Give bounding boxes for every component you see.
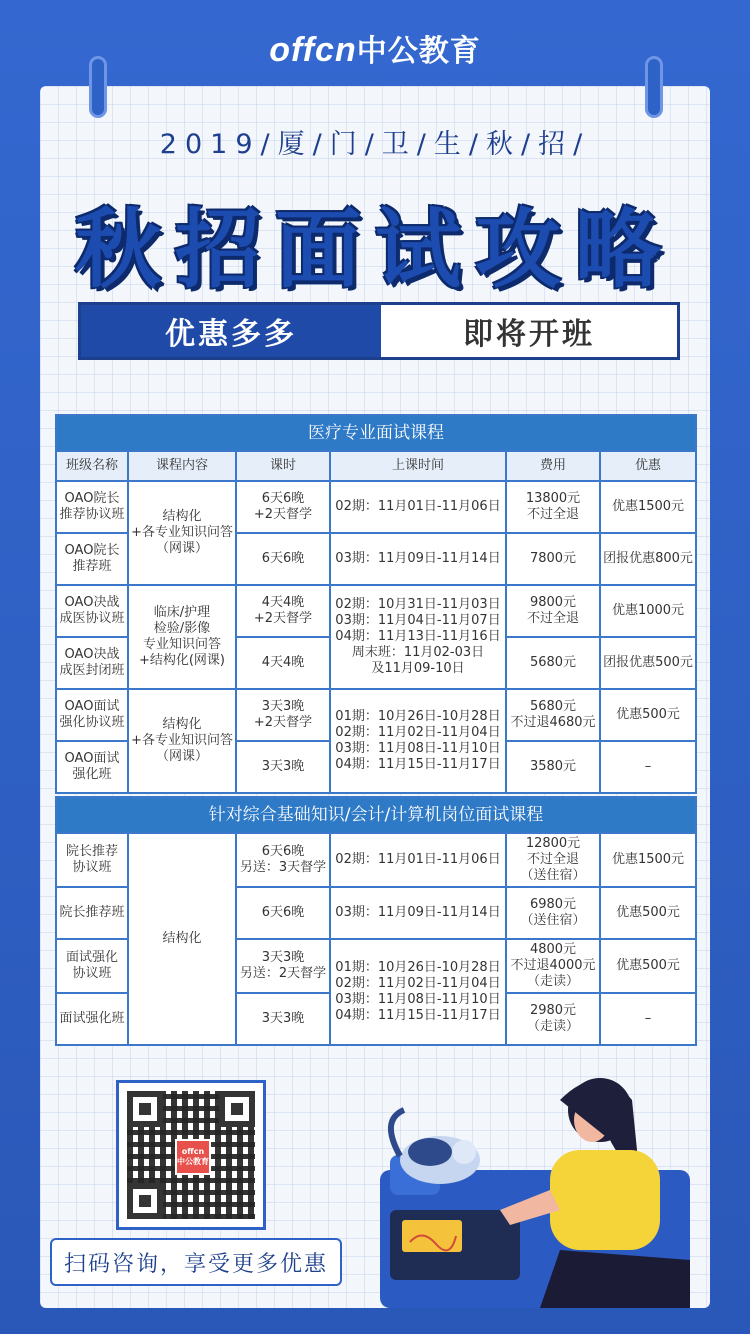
course-content: 结构化 [128,833,236,1045]
subtitle: 2019/厦/门/卫/生/秋/招/ [159,129,591,160]
class-fee: 12800元 不过全退 （送住宿） [506,833,600,887]
class-discount: 优惠500元 [600,689,696,741]
class-time: 01期：10月26日-10月28日 02期：11月02日-11月04日 03期：11月08日-11月10日 04期：11月15日-11月17日 [330,939,506,1045]
brand-logo-cn: 中公教育 [356,34,481,69]
class-name: 面试强化班 [56,993,128,1045]
class-hours: 3天3晚 +2天督学 [236,689,330,741]
qr-code-icon[interactable] [116,1080,266,1230]
class-discount: 优惠500元 [600,887,696,939]
class-hours: 4天4晚 [236,637,330,689]
class-name: 院长推荐 协议班 [56,833,128,887]
qr-pattern [127,1091,255,1219]
brand-logo [0,26,750,70]
class-fee: 3580元 [506,741,600,793]
class-fee: 7800元 [506,533,600,585]
class-discount: 优惠1500元 [600,481,696,533]
class-hours: 6天6晚 另送：3天督学 [236,833,330,887]
class-discount: 优惠500元 [600,939,696,993]
column-header: 课程内容 [128,451,236,481]
class-fee: 5680元 不过退4680元 [506,689,600,741]
class-hours: 6天6晚 [236,533,330,585]
class-discount: 团报优惠500元 [600,637,696,689]
promo-banner-right: 即将开班 [463,317,595,352]
course-content: 结构化 +各专业知识问答 （网课） [128,481,236,585]
class-discount: 团报优惠800元 [600,533,696,585]
medical-course-table [55,414,697,794]
binder-ring-right [645,56,663,118]
class-name: 院长推荐班 [56,887,128,939]
general-course-table [55,796,697,1046]
class-hours: 3天3晚 另送：2天督学 [236,939,330,993]
course-content: 临床/护理 检验/影像 专业知识问答 +结构化(网课) [128,585,236,689]
class-name: OAO决战 成医协议班 [56,585,128,637]
class-time: 02期：11月01日-11月06日 [330,481,506,533]
class-fee: 6980元 （送住宿） [506,887,600,939]
class-discount: – [600,741,696,793]
class-time: 02期：11月01日-11月06日 [330,833,506,887]
class-hours: 3天3晚 [236,741,330,793]
class-hours: 4天4晚 +2天督学 [236,585,330,637]
class-fee: 5680元 [506,637,600,689]
class-fee: 9800元 不过全退 [506,585,600,637]
class-fee: 13800元 不过全退 [506,481,600,533]
column-header: 班级名称 [56,451,128,481]
table-row [56,481,696,533]
class-name: OAO院长 推荐班 [56,533,128,585]
promo-banner-left: 优惠多多 [81,305,381,357]
class-name: OAO院长 推荐协议班 [56,481,128,533]
class-hours: 6天6晚 [236,887,330,939]
woman-with-cat-illustration [360,1060,710,1308]
class-time: 01期：10月26日-10月28日 02期：11月02日-11月04日 03期：11月08日-11月10日 04期：11月15日-11月17日 [330,689,506,793]
class-discount: 优惠1500元 [600,833,696,887]
qr-finder-icon [127,1091,163,1127]
class-time: 03期：11月09日-11月14日 [330,887,506,939]
class-name: 面试强化 协议班 [56,939,128,993]
binder-ring-left [89,56,107,118]
brand-logo-en: offcn [269,31,357,69]
qr-logo-cn: 中公教育 [177,1157,209,1166]
class-fee: 2980元 （走读） [506,993,600,1045]
qr-logo-en: offcn [181,1147,205,1156]
qr-finder-icon [127,1183,163,1219]
column-header: 费用 [506,451,600,481]
column-header: 优惠 [600,451,696,481]
class-time: 02期：10月31日-11月03日 03期：11月04日-11月07日 04期：11月13日-11月16日 周末班：11月02-03日 及11月09-10日 [330,585,506,689]
column-header: 上课时间 [330,451,506,481]
column-header: 课时 [236,451,330,481]
qr-logo [175,1139,211,1175]
class-hours: 6天6晚 +2天督学 [236,481,330,533]
class-hours: 3天3晚 [236,993,330,1045]
promo-banner [78,302,680,360]
table-title: 针对综合基础知识/会计/计算机岗位面试课程 [56,797,696,833]
class-name: OAO决战 成医封闭班 [56,637,128,689]
qr-finder-icon [219,1091,255,1127]
table-row [56,585,696,637]
class-name: OAO面试 强化协议班 [56,689,128,741]
headline: 秋招面试攻略 [75,200,675,300]
class-discount: 优惠1000元 [600,585,696,637]
class-fee: 4800元 不过退4000元 （走读） [506,939,600,993]
class-discount: – [600,993,696,1045]
table-row [56,689,696,741]
scan-prompt: 扫码咨询，享受更多优惠 [50,1238,342,1286]
class-time: 03期：11月09日-11月14日 [330,533,506,585]
course-content: 结构化 +各专业知识问答 （网课） [128,689,236,793]
table-row [56,833,696,887]
class-name: OAO面试 强化班 [56,741,128,793]
table-title: 医疗专业面试课程 [56,415,696,451]
